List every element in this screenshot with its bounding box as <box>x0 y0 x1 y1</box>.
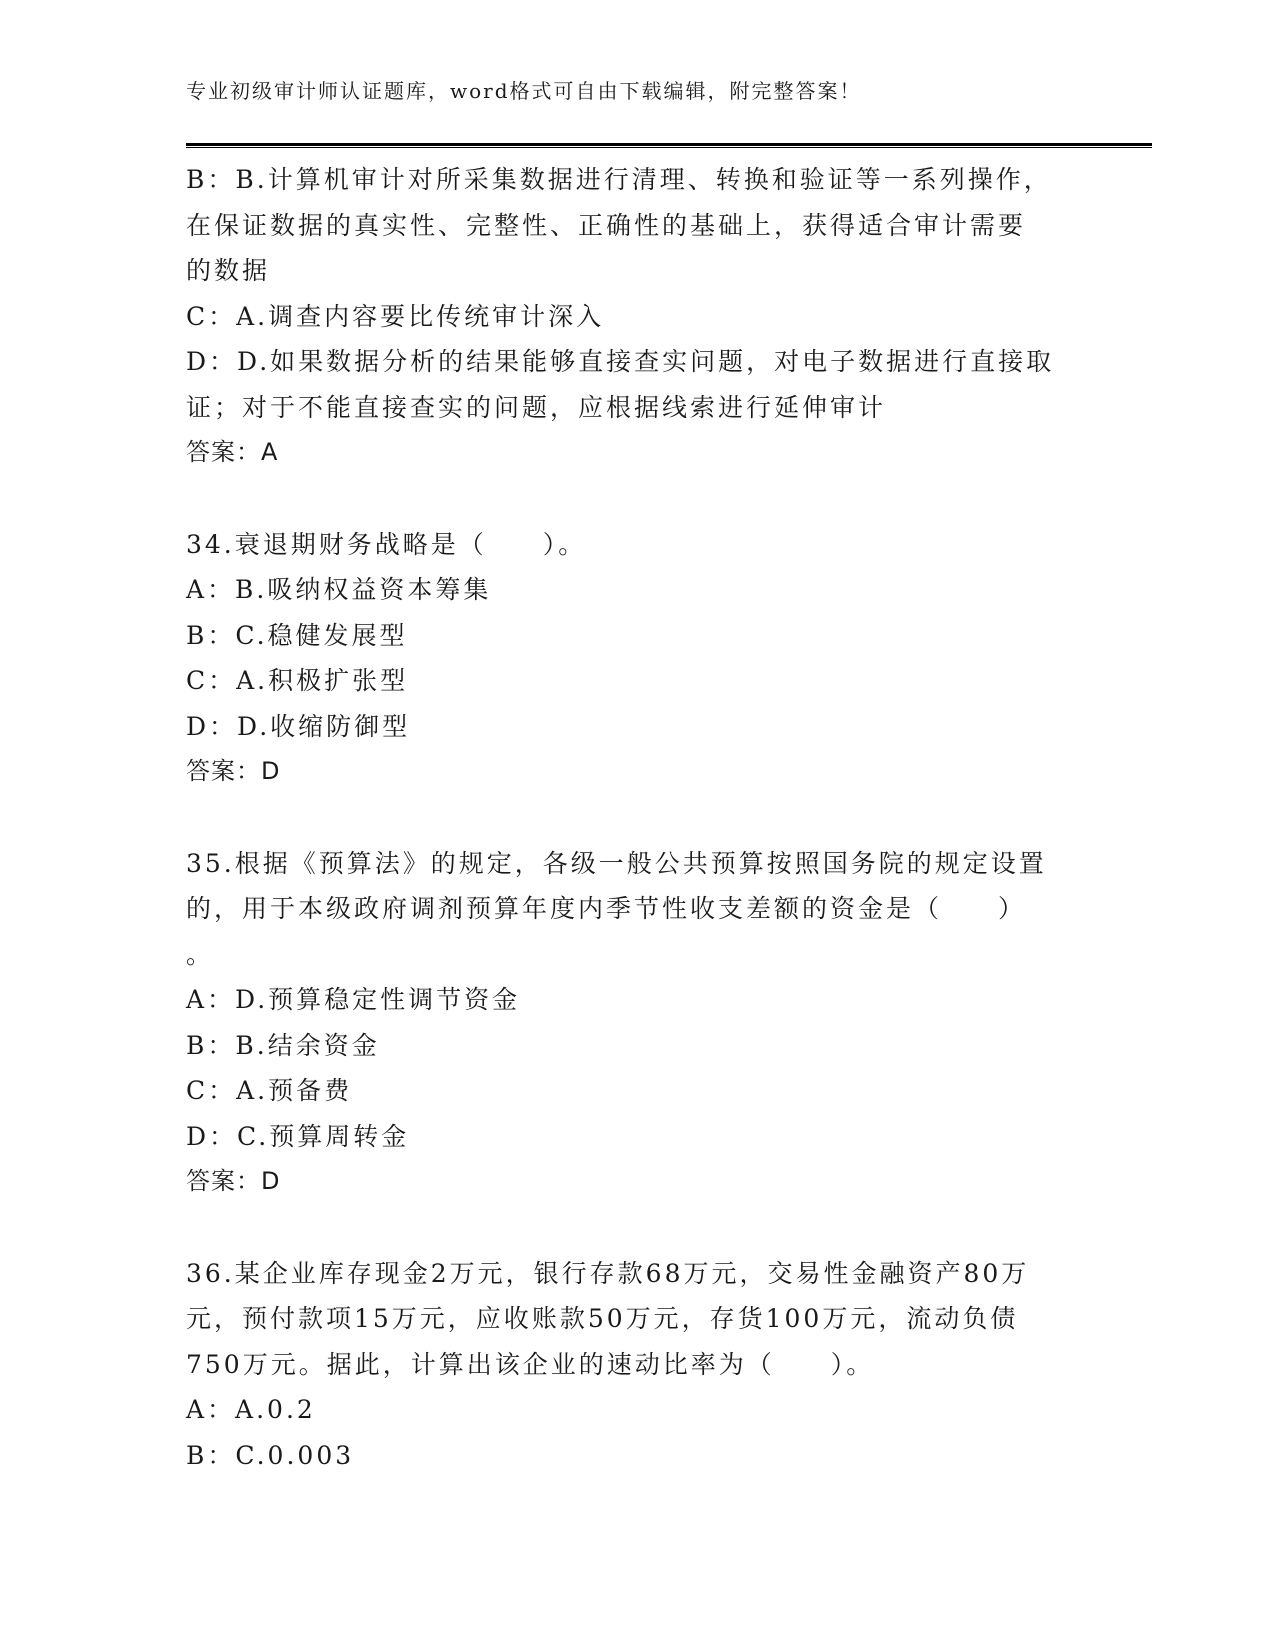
question-stem: 。 <box>186 939 215 969</box>
question-34 <box>186 522 1086 795</box>
question-stem: 35.根据《预算法》的规定，各级一般公共预算按照国务院的规定设置 <box>186 848 1047 878</box>
spacer <box>186 476 1086 522</box>
option-b: B：C.0.003 <box>186 1440 355 1470</box>
option-line: 在保证数据的真实性、完整性、正确性的基础上，获得适合审计需要 <box>186 210 1027 240</box>
question-stem: 34.衰退期财务战略是（ ）。 <box>186 529 587 559</box>
question-stem: 元，预付款项15万元，应收账款50万元，存货100万元，流动负债 <box>186 1304 1019 1333</box>
header-divider <box>186 143 1152 148</box>
answer-line: 答案：D <box>186 757 281 785</box>
spacer <box>186 1205 1086 1251</box>
option-a: A：A.0.2 <box>186 1395 316 1424</box>
page-header: 专业初级审计师认证题库，word格式可自由下载编辑，附完整答案！ <box>186 79 862 103</box>
option-line: C：A.调查内容要比传统审计深入 <box>186 301 605 331</box>
option-c: C：A.积极扩张型 <box>186 666 409 695</box>
option-b: B：C.稳健发展型 <box>186 620 408 650</box>
option-line: 证；对于不能直接查实的问题，应根据线索进行延伸审计 <box>186 392 887 422</box>
question-stem: 36.某企业库存现金2万元，银行存款68万元，交易性金融资产80万 <box>186 1258 1030 1288</box>
prev-question-block <box>186 157 1086 476</box>
question-stem: 的，用于本级政府调剂预算年度内季节性收支差额的资金是（ ） <box>186 894 1027 923</box>
spacer <box>186 795 1086 841</box>
option-a: A：D.预算稳定性调节资金 <box>186 985 521 1014</box>
option-b: B：B.结余资金 <box>186 1030 380 1060</box>
option-a: A：B.吸纳权益资本筹集 <box>186 575 492 604</box>
option-c: C：A.预备费 <box>186 1076 353 1105</box>
question-content <box>186 157 1086 1478</box>
question-35 <box>186 841 1086 1205</box>
question-stem: 750万元。据此，计算出该企业的速动比率为（ ）。 <box>186 1349 875 1379</box>
option-line: 的数据 <box>186 256 271 285</box>
option-d: D：D.收缩防御型 <box>186 711 411 741</box>
question-36 <box>186 1251 1086 1479</box>
answer-line: 答案：A <box>186 438 279 466</box>
option-d: D：C.预算周转金 <box>186 1121 410 1151</box>
answer-line: 答案：D <box>186 1167 281 1195</box>
option-line: D：D.如果数据分析的结果能够直接查实问题，对电子数据进行直接取 <box>186 347 1055 376</box>
option-line: B：B.计算机审计对所采集数据进行清理、转换和验证等一系列操作， <box>186 165 1052 194</box>
